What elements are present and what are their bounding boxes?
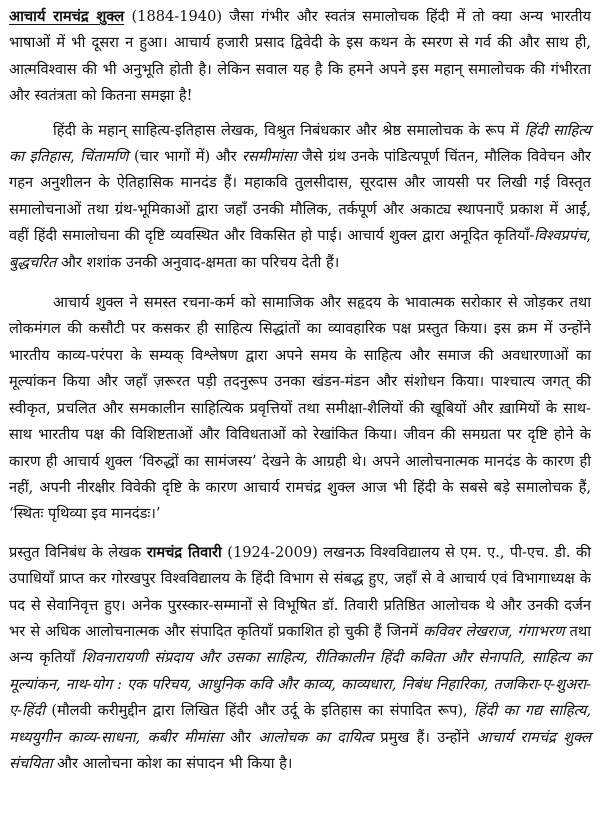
author-text-2: (1924-2009) लखनऊ विश्वविद्यालय से एम. ए., पी-एच. डी. की उपाधियाँ प्राप्त कर गोरखपुर विश्वविद्यालय के हिंदी विभाग से संबद्ध हुए, जहाँ से वे आचार्य एवं विभागाध्यक्ष के पद से सेवानिवृत्त हुए। अनेक पुरस्कार-सम्मानों से विभूषित डॉ. तिवारी प्रतिष्ठित आलोचक थे और उनकी दर्जन भर से अधिक आलोचनात्मक और संपादित कृतियाँ प्रकाशित हो चुकी हैं जिनमें (9, 543, 591, 640)
works-text-3: (चार भागों में) और (128, 148, 243, 166)
paragraph-works (9, 118, 591, 276)
works-text-1: हिंदी के महान् साहित्य-इतिहास लेखक, विश्रुत निबंधकार और श्रेष्ठ समालोचक के रूप में (53, 121, 525, 139)
works-text-6: और शशांक उनकी अनुवाद-क्षमता का परिचय देती हैं। (56, 253, 340, 271)
work-title-vishvaprapanch: विश्वप्रपंच (534, 227, 587, 245)
author-works-5: आचार्य रामचंद्र शुक्ल संचयिता (9, 728, 592, 772)
paragraph-author (9, 540, 591, 778)
subject-name: आचार्य रामचंद्र शुक्ल (9, 8, 125, 25)
author-text-3: तथा अन्य कृतियाँ (9, 622, 591, 667)
works-text-4: जैसे ग्रंथ उनके पांडित्यपूर्ण चिंतन, मौलिक विवेचन और गहन अनुशीलन के ऐतिहासिक मानदंड हैं। महाकवि तुलसीदास, सूरदास और जायसी पर लिखी गई विस्तृत समालोचनाओं तथा ग्रंथ-भूमिकाओं द्वारा जहाँ उनकी मौलिक, तर्कपूर्ण और अकाट्य स्थापनाएँ प्रकाश में आईं, वहीं हिंदी समालोचना की दृष्टि व्यवस्थित और विकसित हो पाई। आचार्य शुक्ल द्वारा अनूदित कृतियाँ- (9, 148, 591, 245)
author-text-4: (मौलवी करीमुद्दीन द्वारा लिखित हिंदी और उर्दू के इतिहास का संपादित रूप), (45, 702, 475, 720)
work-title-chintamani: चिंतामणि (80, 148, 129, 166)
works-text-5: , (586, 227, 591, 245)
author-works-1: कविवर लेखराज, गंगाभरण (423, 622, 565, 640)
author-text-7: और आलोचना कोश का संपादन भी किया है। (52, 754, 293, 772)
intro-text: (1884-1940) जैसा गंभीर और स्वतंत्र समालोचक हिंदी में तो क्या अन्य भारतीय भाषाओं में भी दूसरा न हुआ। आचार्य हजारी प्रसाद द्विवेदी के इस कथन के स्मरण से गर्व की और साथ ही, आत्मविश्वास की भी अनुभूति होती है। लेकिन सवाल यह है कि हमने अपने इस महान् समालोचक की गंभीरता और स्वतंत्रता को कितना समझा है! (9, 8, 591, 105)
author-works-2: शिवनारायणी संप्रदाय और उसका साहित्य, रीतिकालीन हिंदी कविता और सेनापति, साहित्य का मूल्यांकन, नाथ-योग : एक परिचय, आधुनिक कवि और काव्य, काव्यधारा, निबंध निहारिका, तजकिरा-ए-शुअरा-ए-हिंदी (9, 649, 591, 720)
work-title-buddhacharit: बुद्धचरित (9, 253, 57, 271)
author-name: रामचंद्र तिवारी (146, 543, 222, 561)
paragraph-critique (9, 290, 591, 528)
works-text-2: , (70, 148, 81, 166)
author-text-5: और (222, 728, 259, 746)
author-text-6: प्रमुख हैं। उन्होंने (372, 728, 477, 746)
paragraph-intro (9, 4, 591, 110)
work-title-rasmimansa: रसमीमांसा (242, 148, 297, 166)
critique-text: आचार्य शुक्ल ने समस्त रचना-कर्म को सामाजिक और सहृदय के भावात्मक सरोकार से जोड़कर तथा लोकमंगल की कसौटी पर कसकर ही साहित्य सिद्धांतों का व्यावहारिक पक्ष प्रस्तुत किया। इस क्रम में उन्होंने भारतीय काव्य-परंपरा के सम्यक् विश्लेषण द्वारा अपने समय के साहित्य और समाज की अवधारणाओं का मूल्यांकन किया और जहाँ ज़रूरत पड़ी तदनुरूप उनका खंडन-मंडन और संशोधन किया। पाश्चात्य जगत् की स्वीकृत, प्रचलित और समकालीन साहित्यिक प्रवृत्तियों तथा समीक्षा-शैलियों की खूबियों और ख़ामियों के साथ-साथ भारतीय पक्ष की विशिष्टताओं और विविधताओं को रेखांकित किया। जीवन की समग्रता पर दृष्टि होने के कारण ही आचार्य शुक्ल ‘विरुद्धों का सामंजस्य’ देखने के आग्रही थे। अपने आलोचनात्मक मानदंड के कारण ही नहीं, अपनी नीरक्षीर विवेकी दृष्टि के कारण आचार्य रामचंद्र शुक्ल आज भी हिंदी के सबसे बड़े समालोचक हैं, ‘स्थितः पृथिव्या इव मानदंडः।’ (9, 294, 591, 523)
work-title-itihas: हिंदी साहित्य का इतिहास (9, 121, 592, 166)
author-works-3: हिंदी का गद्य साहित्य, मध्ययुगीन काव्य-साधना, कबीर मीमांसा (9, 702, 591, 746)
author-works-4: आलोचक का दायित्व (258, 728, 373, 746)
author-text-1: प्रस्तुत विनिबंध के लेखक (9, 543, 147, 561)
